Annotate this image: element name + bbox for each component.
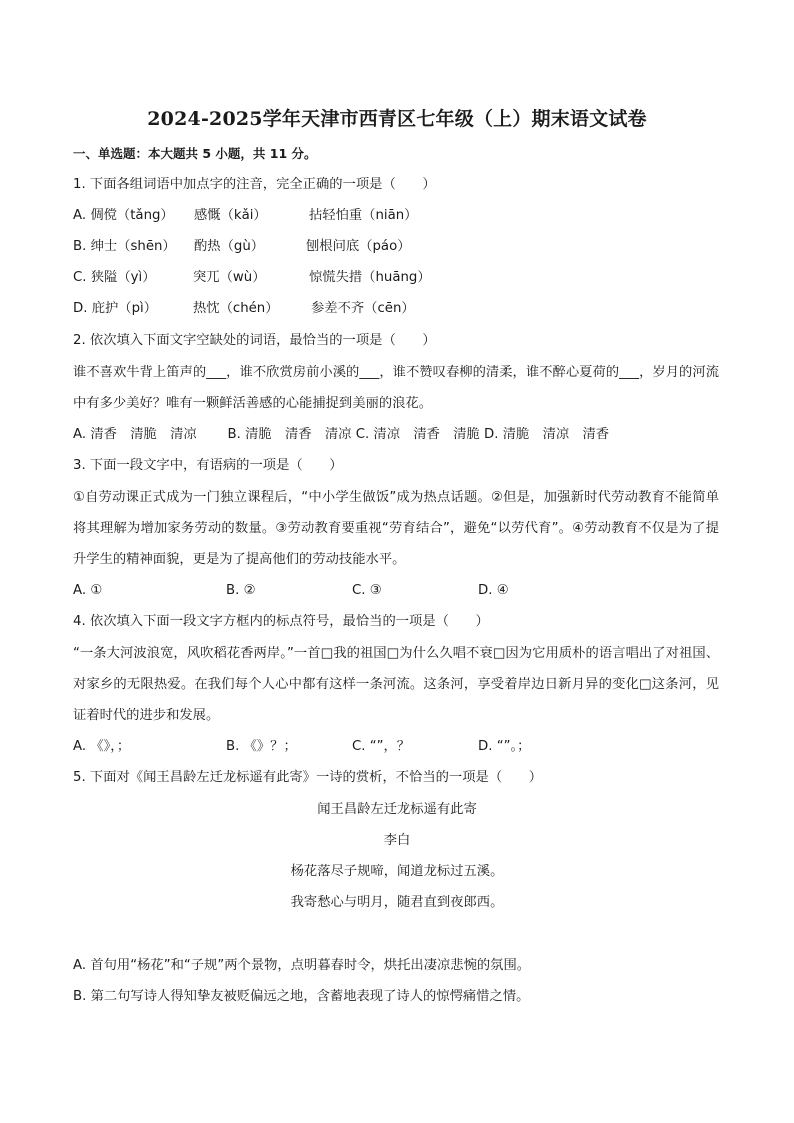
poem-line-2: 我寄愁心与明月，随君直到夜郎西。 <box>290 895 504 910</box>
q3-option-d: D. ④ <box>478 583 509 598</box>
q1-option-b-2: 酌热（gù） <box>194 239 265 254</box>
question-5-stem: 5. 下面对《闻王昌龄左迁龙标遥有此寄》一诗的赏析，不恰当的一项是（ ） <box>73 770 543 785</box>
q4-option-a: A. 《》，； <box>73 739 131 754</box>
question-4-passage: “一条大河波浪宽，风吹稻花香两岸。”一首□我的祖国□为什么久唱不衰□因为它用质朴的语言唱出了对祖国、对家乡的无限热爱。在我们每个人心中都有这样一条河流。这条河，享受着岸边日新月异的变化□这条河，见证着时代的进步和发展。 <box>73 646 719 723</box>
poem-line-1: 杨花落尽子规啼，闻道龙标过五溪。 <box>290 864 504 879</box>
q1-option-b-1: B. 绅士（shēn） <box>73 239 176 254</box>
question-1-stem: 1. 下面各组词语中加点字的注音，完全正确的一项是（ ） <box>73 177 436 192</box>
q1-option-a-2: 感慨（kǎi） <box>194 208 267 223</box>
question-4-stem: 4. 依次填入下面一段文字方框内的标点符号，最恰当的一项是（ ） <box>73 614 489 629</box>
q3-option-b: B. ② <box>226 583 256 598</box>
question-3-stem: 3. 下面一段文字中，有语病的一项是（ ） <box>73 458 343 473</box>
q4-option-b: B. 《》？； <box>226 739 297 754</box>
q1-option-d-2: 热忱（chén） <box>193 301 279 316</box>
poem-title: 闻王昌龄左迁龙标遥有此寄 <box>317 802 477 817</box>
q3-option-c: C. ③ <box>352 583 382 598</box>
q1-option-a-3: 拈轻怕重（niān） <box>309 208 418 223</box>
q5-option-a: A. 首句用“杨花”和“子规”两个景物，点明暮春时令，烘托出凄凉悲惋的氛围。 <box>73 958 531 973</box>
question-3-passage: ①自劳动课正式成为一门独立课程后，“中小学生做饭”成为热点话题。②但是，加强新时代劳动教育不能简单将其理解为增加家务劳动的数量。③劳动教育要重视“劳育结合”，避免“以劳代育”。④劳动教育不仅是为了提升学生的精神面貌，更是为了提高他们的劳动技能水平。 <box>73 490 719 567</box>
q1-option-a-1: A. 倜傥（tǎng） <box>73 208 174 223</box>
q4-option-d: D. “”。； <box>478 739 531 754</box>
q1-option-c-3: 惊慌失措（huāng） <box>309 270 431 285</box>
q1-option-c-2: 突兀（wù） <box>193 270 266 285</box>
q1-option-d-3: 参差不齐（cēn） <box>311 301 415 316</box>
q4-option-c: C. “”，？ <box>352 739 411 754</box>
poem-author: 李白 <box>383 833 411 848</box>
q5-option-b: B. 第二句写诗人得知挚友被贬偏远之地，含蓄地表现了诗人的惊愕痛惜之情。 <box>73 989 530 1004</box>
page-title: 2024-2025学年天津市西青区七年级（上）期末语文试卷 <box>147 108 647 130</box>
section-heading: 一、单选题：本大题共 5 小题，共 11 分。 <box>73 146 317 161</box>
question-2-stem: 2. 依次填入下面文字空缺处的词语，最恰当的一项是（ ） <box>73 333 436 348</box>
question-2-options: A. 清香 清脆 清凉 B. 清脆 清香 清凉 C. 清凉 清香 清脆 D. 清脆 清凉 清香 <box>73 427 610 442</box>
q1-option-d-1: D. 庇护（pì） <box>73 301 158 316</box>
q3-option-a: A. ① <box>73 583 103 598</box>
question-2-passage: 谁不喜欢牛背上笛声的___，谁不欣赏房前小溪的___，谁不赞叹春柳的清柔，谁不醉心夏荷的___，岁月的河流中有多少美好？唯有一颗鲜活善感的心能捕捉到美丽的浪花。 <box>73 365 719 411</box>
q1-option-b-3: 刨根问底（páo） <box>306 239 411 254</box>
q1-option-c-1: C. 狭隘（yì） <box>73 270 156 285</box>
